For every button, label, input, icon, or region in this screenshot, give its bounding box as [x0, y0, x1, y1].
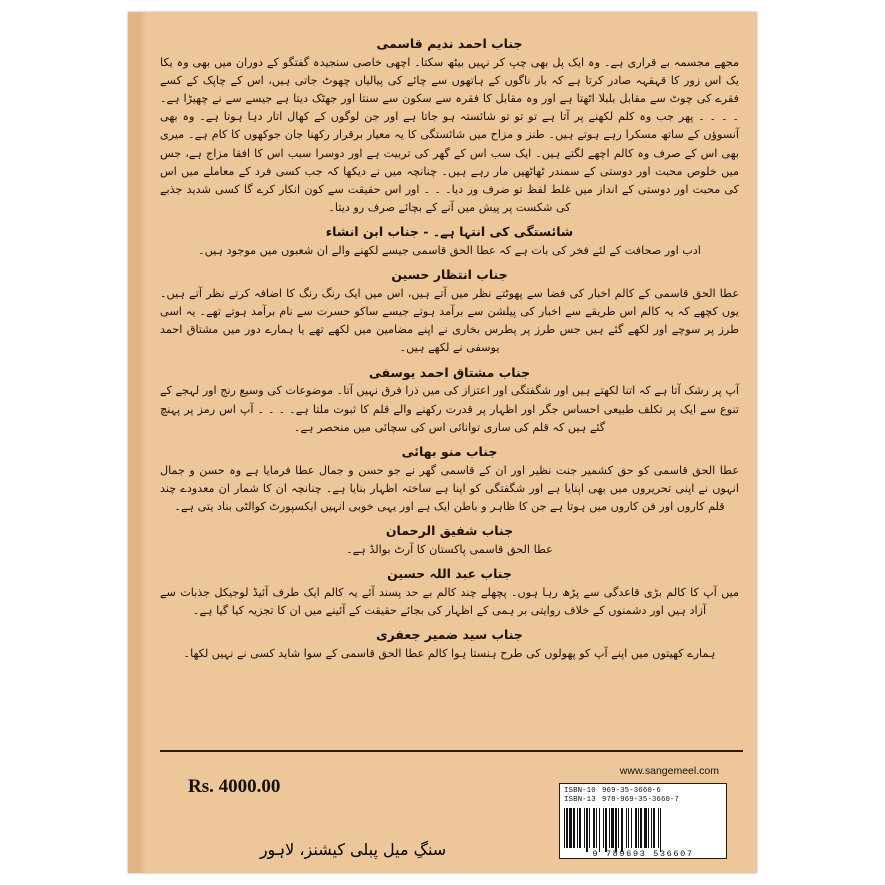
blurb-author-name: جناب انتظار حسین — [391, 267, 508, 283]
blurb-author-name: شائستگی کی انتہا ہے۔ - جناب ابن انشاء — [325, 224, 574, 240]
blurb-text: آپ پر رشک آتا ہے کہ اتنا لکھتے ہیں اور شگفتگی اور اعتزاز کی میں ذرا فرق نہیں آتا۔ موضوعات کی وسیع رنج اور لہجے کے تنوع سے ایک پر تکلف طبیعی احساس جگر اور اظہار پر قدرت رکھنے والے قلم کا ثبوت ملتا ہے۔ ۔ ۔ ۔ آپ اس رمز پر پہنچ گئے ہیں کہ قلم کی ساری توانائی اس کی سچائی میں منحصر ہے۔ — [160, 384, 739, 434]
blurb-author-name: جناب شفیق الرحمان — [385, 523, 514, 539]
blurb-text: مجھے مجسمہ بے قراری ہے۔ وہ ایک پل بھی چپ کر نہیں بیٹھ سکتا۔ اچھی خاصی سنجیدہ گفتگو کے دوران میں بھی وہ یکا یک اس زور کا قہقہہ صادر کرتا ہے کہ بار ناگوں کے ہاتھوں سے چائے کی پیالیاں چھوٹ جاتی ہیں، اس کے چاپک کے کسے فقرے کی چوٹ سے مقابل بلبلا اٹھتا ہے اور وہ مقابل کا فقرہ سے سکون سے سنتا اور جھٹک دیتا ہے جیسے سے نے چھیڑا ہے۔ ۔ ۔ ۔ ۔ پھر جب وہ کلم لکھنے پر آتا ہے تو تو تو شائستہ ہو جاتا ہے اور جن لوگوں کے کھال اتار دہا ہوتا ہے۔ وہ بھی آنسوؤں کے ساتھ مسکرا رہے ہوتے ہیں۔ طنز و مزاح میں شائستگی کا یہ معیار برقرار رکھنا جان جوکھوں کا کام ہے۔ میری بھی اس کے صرف وہ کالم اچھے لگتے ہیں۔ ایک سب اس کے گھر کی تربیت ہے اور دوسرا سبب اس کا افقا مزاج ہے، جس میں خلوص محبت اور دوستی کے سمندر ٹھاٹھیں مار رہے ہیں۔ چنانچہ میں نے دیکھا کہ جب کسی فرد کے معاملے میں اس کی محبت اور دوستی کے انداز میں غلط لفظ تو ضرف ور دیا۔ ۔ ۔ اور اس حقیقت سے کون انکار کرے گا کسی شدید جذبے کی شکست پر پیش میں آنے کے بچائے صرف رو دیتا۔ — [160, 55, 739, 214]
book-back-cover — [128, 12, 757, 873]
spine-strip — [128, 12, 142, 873]
blurb-entry — [158, 267, 741, 357]
blurb-text: ہمارے کھیتوں میں اپنے آپ کو پھولوں کی طرح ہنستا ہوا کالم عطا الحق قاسمی کے سوا شاید کسی نے نہیں لکھا۔ — [183, 647, 716, 661]
blurb-author-name: جناب منو بھائی — [401, 443, 498, 459]
blurb-text: عطا الحق قاسمی کے کالم اخبار کی فضا سے پھوٹتے نظر میں آتے ہیں، اس میں ایک رنگ رنگ کا اضافہ کرتے نظر آتے ہیں۔ یوں کچھے کہ یہ کالم اس طریقے سے اخبار کی پیلشن سے برآمد ہوتے جیسے ساکو حسرت سے نام برآمد ہوتے تھے۔ یہ اسی طرز پر سوچے اور لکھے گئے ہیں جس طرز پر پطرس بخاری نے اپنے مضامین میں لکھے تھے یا ہمارے دور میں مشتاق احمد یوسفی نے لکھے ہیں۔ — [160, 287, 739, 355]
publisher-name: سنگِ میل پبلی کیشنز، لاہور — [259, 840, 447, 859]
blurb-text: عطا الحق قاسمی پاکستان کا آرٹ بوالڈ ہے۔ — [346, 543, 553, 557]
website-label: www.sangemeel.com — [619, 765, 719, 777]
cover-content — [148, 12, 749, 873]
blurb-entry — [158, 36, 741, 217]
blurb-entry — [158, 444, 741, 516]
barcode-number: 9 789693 536607 — [592, 848, 694, 859]
blurb-entry — [158, 523, 741, 559]
footer-divider — [160, 750, 743, 752]
isbn10-line — [564, 787, 722, 796]
isbn10-value: 969-35-3660-6 — [602, 787, 661, 795]
blurb-author-name: جناب احمد ندیم قاسمی — [376, 36, 523, 51]
spine-inner-strip — [141, 12, 145, 873]
blurb-text: عطا الحق قاسمی کو حق کشمیر جنت نظیر اور ان کے قاسمی گھر نے جو حسن و جمال عطا فرمایا ہے وہ حسن و جمال انہوں نے اپنی تحریروں میں بھی اپنایا ہے اور شگفتگی کو اپنا ہے ساختہ اظہار بنایا ہے۔ چنانچہ ان کا شمار ان معدودے چند قلم کاروں اور فن کاروں میں ہوتا ہے جن کا ظاہر و باطن ایک ہے اور یہی خوبی انہیں ایکسپورٹ کوالٹی بناد یتی ہے۔ — [160, 463, 739, 514]
price-label: Rs. 4000.00 — [188, 776, 281, 797]
blurb-entry — [158, 566, 741, 620]
barcode-bars — [564, 808, 722, 848]
isbn13-label: ISBN-13 — [564, 796, 596, 805]
blurb-text: ادب اور صحافت کے لئے فخر کی بات ہے کہ عطا الحق قاسمی جیسے لکھنے والے ان شعبوں میں موجود ہیں۔ — [198, 244, 701, 258]
blurb-entry — [158, 224, 741, 260]
blurb-author-name: جناب مشتاق احمد یوسفی — [368, 364, 531, 380]
publisher-wrap — [188, 840, 518, 859]
barcode-block — [559, 783, 727, 859]
blurb-entry — [158, 627, 741, 663]
blurb-author-name: جناب عبد اللہ حسین — [387, 566, 512, 582]
blurb-author-name: جناب سید ضمیر جعفری — [376, 627, 523, 643]
isbn13-line — [564, 796, 722, 805]
blurb-entry — [158, 365, 741, 437]
isbn13-value: 978-969-35-3660-7 — [602, 796, 680, 805]
blurb-list — [158, 36, 741, 670]
blurb-text: میں آپ کا کالم بڑی قاعدگی سے پڑھ رہا ہوں۔ پچھلے چند کالم بے حد پسند آئے یہ کالم ایک طرف آئیڈ لوجیکل جذبات سے آزاد ہیں اور دشمنوں کے خلاف روایتی بر ہمی کے اظہار کی بجائے حقیقت کے آئینے میں ان کا تجزیہ کیا گیا ہے۔ — [160, 586, 739, 618]
isbn10-label: ISBN-10 — [564, 787, 596, 795]
